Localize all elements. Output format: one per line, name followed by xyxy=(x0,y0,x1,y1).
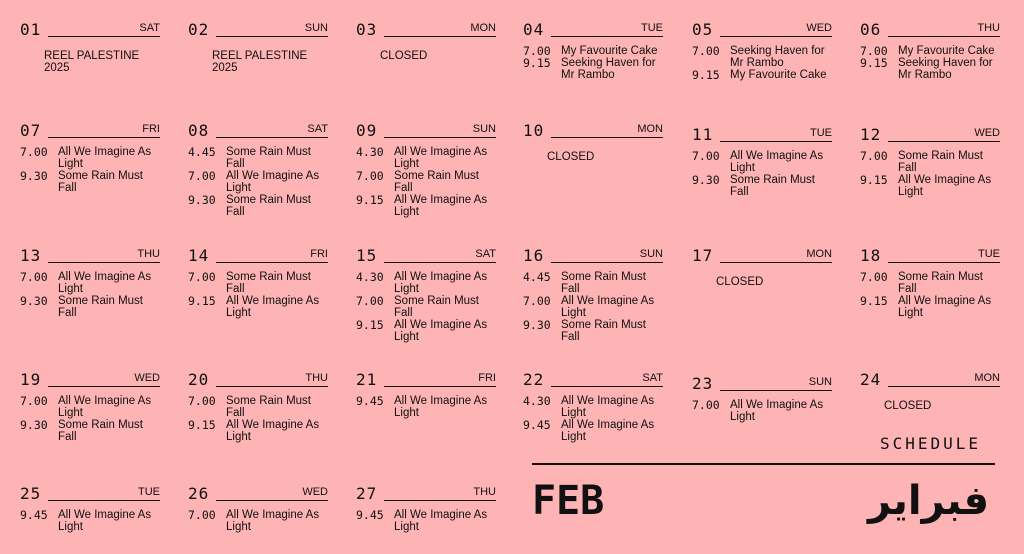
screening-time: 7.00 xyxy=(20,394,48,408)
screening-list xyxy=(188,146,328,218)
screening-list xyxy=(356,395,496,419)
weekday-label: TUE xyxy=(978,248,1000,260)
screening-time: 7.00 xyxy=(692,149,720,163)
day-header xyxy=(692,374,832,396)
day-number: 15 xyxy=(356,246,378,265)
weekday-label: THU xyxy=(977,22,1000,34)
month-title-arabic: فبراير xyxy=(868,478,990,524)
screening xyxy=(20,419,160,443)
screening-time: 9.30 xyxy=(523,318,551,332)
screening-list xyxy=(20,146,160,194)
weekday-label: SUN xyxy=(808,376,832,388)
screening xyxy=(356,295,496,319)
day-header xyxy=(356,370,496,392)
day-header xyxy=(692,246,832,268)
weekday-label: SUN xyxy=(472,123,496,135)
screening-list xyxy=(188,509,328,533)
day-rule xyxy=(720,262,832,263)
day-header xyxy=(188,20,328,42)
day-number: 17 xyxy=(692,246,714,265)
day-rule xyxy=(888,386,1000,387)
day-header xyxy=(20,121,160,143)
screening xyxy=(188,295,328,319)
screening-list xyxy=(188,395,328,443)
screening-time: 7.00 xyxy=(188,270,216,284)
day-rule xyxy=(384,386,496,387)
weekday-label: SAT xyxy=(307,123,328,135)
day-number: 23 xyxy=(692,374,714,393)
screening-time: 9.30 xyxy=(20,294,48,308)
day-number: 01 xyxy=(20,20,42,39)
film-title: All We Imagine As Light xyxy=(394,146,488,170)
screening-time: 4.30 xyxy=(356,145,384,159)
screening-time: 7.00 xyxy=(860,270,888,284)
calendar-day xyxy=(523,121,663,163)
weekday-label: WED xyxy=(302,486,328,498)
day-rule xyxy=(216,137,328,138)
film-title: Some Rain Must Fall xyxy=(561,271,647,295)
screening-time: 4.30 xyxy=(523,394,551,408)
screening xyxy=(692,174,832,198)
weekday-label: SAT xyxy=(642,372,663,384)
weekday-label: FRI xyxy=(142,123,160,135)
screening xyxy=(356,509,496,533)
film-title: All We Imagine As Light xyxy=(58,395,152,419)
day-rule xyxy=(551,262,663,263)
screening xyxy=(523,319,663,343)
footer-divider xyxy=(532,463,995,465)
film-title: All We Imagine As Light xyxy=(394,194,488,218)
day-number: 19 xyxy=(20,370,42,389)
screening xyxy=(20,509,160,533)
weekday-label: FRI xyxy=(310,248,328,260)
day-number: 14 xyxy=(188,246,210,265)
day-header xyxy=(860,20,1000,42)
day-rule xyxy=(384,500,496,501)
screening-time: 9.15 xyxy=(860,173,888,187)
day-number: 03 xyxy=(356,20,378,39)
day-rule xyxy=(48,36,160,37)
screening-time: 7.00 xyxy=(860,149,888,163)
day-number: 08 xyxy=(188,121,210,140)
film-title: Some Rain Must Fall xyxy=(394,295,480,319)
day-number: 16 xyxy=(523,246,545,265)
screening-time: 9.15 xyxy=(356,193,384,207)
screening xyxy=(523,395,663,419)
film-title: Some Rain Must Fall xyxy=(730,174,816,198)
film-title: All We Imagine As Light xyxy=(730,399,824,423)
day-header xyxy=(523,20,663,42)
day-number: 22 xyxy=(523,370,545,389)
calendar-day xyxy=(356,246,496,343)
screening-time: 7.00 xyxy=(692,398,720,412)
schedule-label: SCHEDULE xyxy=(880,434,982,453)
day-rule xyxy=(48,137,160,138)
screening-time: 7.00 xyxy=(356,169,384,183)
calendar-day xyxy=(523,370,663,443)
day-number: 05 xyxy=(692,20,714,39)
weekday-label: SAT xyxy=(139,22,160,34)
screening-time: 4.45 xyxy=(523,270,551,284)
screening xyxy=(188,395,328,419)
screening-list xyxy=(356,509,496,533)
day-rule xyxy=(888,141,1000,142)
day-header xyxy=(356,121,496,143)
screening-list xyxy=(356,271,496,343)
calendar-day xyxy=(860,20,1000,81)
screening-time: 7.00 xyxy=(692,44,720,58)
day-header xyxy=(188,121,328,143)
screening-time: 7.00 xyxy=(523,44,551,58)
day-note: REEL PALESTINE 2025 xyxy=(212,50,308,74)
film-title: My Favourite Cake xyxy=(561,45,658,57)
day-number: 20 xyxy=(188,370,210,389)
day-note: CLOSED xyxy=(547,151,595,163)
screening-list xyxy=(20,395,160,443)
weekday-label: WED xyxy=(134,372,160,384)
screening xyxy=(188,146,328,170)
calendar-day xyxy=(20,121,160,194)
calendar-day xyxy=(188,370,328,443)
weekday-label: SAT xyxy=(475,248,496,260)
screening-time: 7.00 xyxy=(356,294,384,308)
weekday-label: THU xyxy=(305,372,328,384)
film-title: All We Imagine As Light xyxy=(226,509,320,533)
day-header xyxy=(356,484,496,506)
screening-time: 9.45 xyxy=(356,394,384,408)
calendar-day xyxy=(20,20,160,74)
screening-time: 9.45 xyxy=(523,418,551,432)
day-note: REEL PALESTINE 2025 xyxy=(44,50,140,74)
day-rule xyxy=(216,36,328,37)
screening xyxy=(356,271,496,295)
screening-list xyxy=(523,395,663,443)
day-number: 10 xyxy=(523,121,545,140)
day-header xyxy=(188,370,328,392)
day-number: 27 xyxy=(356,484,378,503)
weekday-label: MON xyxy=(974,372,1000,384)
film-title: All We Imagine As Light xyxy=(394,319,488,343)
calendar-day xyxy=(523,246,663,343)
film-title: All We Imagine As Light xyxy=(394,509,488,533)
month-title-english: FEB xyxy=(532,478,605,524)
screening-time: 4.30 xyxy=(356,270,384,284)
screening xyxy=(20,271,160,295)
film-title: All We Imagine As Light xyxy=(394,271,488,295)
screening xyxy=(692,69,832,81)
day-number: 21 xyxy=(356,370,378,389)
weekday-label: TUE xyxy=(810,127,832,139)
weekday-label: TUE xyxy=(641,22,663,34)
screening xyxy=(20,146,160,170)
day-rule xyxy=(384,36,496,37)
calendar-day xyxy=(20,246,160,319)
screening-list xyxy=(523,45,663,81)
day-number: 02 xyxy=(188,20,210,39)
calendar-day xyxy=(20,484,160,533)
day-header xyxy=(356,246,496,268)
calendar-day xyxy=(188,20,328,74)
screening-time: 9.15 xyxy=(523,56,551,70)
day-header xyxy=(188,484,328,506)
day-header xyxy=(20,484,160,506)
day-header xyxy=(356,20,496,42)
day-header xyxy=(860,370,1000,392)
day-note: CLOSED xyxy=(380,50,428,62)
film-title: All We Imagine As Light xyxy=(394,395,488,419)
screening-time: 7.00 xyxy=(523,294,551,308)
screening-time: 9.15 xyxy=(860,56,888,70)
screening-time: 9.30 xyxy=(20,169,48,183)
weekday-label: THU xyxy=(137,248,160,260)
screening-time: 7.00 xyxy=(20,145,48,159)
day-header xyxy=(188,246,328,268)
screening xyxy=(860,271,1000,295)
screening-time: 9.15 xyxy=(188,418,216,432)
screening-time: 7.00 xyxy=(20,270,48,284)
weekday-label: WED xyxy=(974,127,1000,139)
film-title: All We Imagine As Light xyxy=(226,419,320,443)
day-rule xyxy=(216,500,328,501)
film-title: Some Rain Must Fall xyxy=(898,150,984,174)
film-title: Some Rain Must Fall xyxy=(58,419,144,443)
screening-time: 9.30 xyxy=(20,418,48,432)
screening-list xyxy=(20,271,160,319)
screening-time: 4.45 xyxy=(188,145,216,159)
day-header xyxy=(860,246,1000,268)
film-title: Some Rain Must Fall xyxy=(226,395,312,419)
film-title: My Favourite Cake xyxy=(730,69,827,81)
weekday-label: MON xyxy=(470,22,496,34)
day-header xyxy=(523,121,663,143)
screening-time: 9.15 xyxy=(356,318,384,332)
film-title: Some Rain Must Fall xyxy=(226,146,312,170)
screening-list xyxy=(860,271,1000,319)
screening xyxy=(523,271,663,295)
day-header xyxy=(860,125,1000,147)
weekday-label: FRI xyxy=(478,372,496,384)
calendar-day xyxy=(356,121,496,218)
screening-time: 9.15 xyxy=(860,294,888,308)
film-title: All We Imagine As Light xyxy=(561,295,655,319)
weekday-label: MON xyxy=(637,123,663,135)
screening-time: 7.00 xyxy=(188,169,216,183)
screening-list xyxy=(188,271,328,319)
screening xyxy=(860,174,1000,198)
film-title: All We Imagine As Light xyxy=(561,419,655,443)
day-header xyxy=(692,125,832,147)
film-title: All We Imagine As Light xyxy=(898,295,992,319)
calendar-day xyxy=(860,125,1000,198)
screening-list xyxy=(356,146,496,218)
calendar-day xyxy=(188,121,328,218)
day-rule xyxy=(888,262,1000,263)
screening-time: 7.00 xyxy=(188,394,216,408)
screening-time: 9.45 xyxy=(20,508,48,522)
screening-list xyxy=(860,150,1000,198)
film-title: All We Imagine As Light xyxy=(226,295,320,319)
day-rule xyxy=(216,386,328,387)
calendar-day xyxy=(860,246,1000,319)
screening xyxy=(188,194,328,218)
screening xyxy=(188,271,328,295)
day-number: 13 xyxy=(20,246,42,265)
day-header xyxy=(523,370,663,392)
day-number: 07 xyxy=(20,121,42,140)
film-title: All We Imagine As Light xyxy=(730,150,824,174)
screening-list xyxy=(523,271,663,343)
day-header xyxy=(20,246,160,268)
day-note: CLOSED xyxy=(716,276,764,288)
film-title: Seeking Haven for Mr Rambo xyxy=(898,57,993,81)
weekday-label: SUN xyxy=(639,248,663,260)
screening-list xyxy=(692,45,832,81)
film-title: My Favourite Cake xyxy=(898,45,995,57)
screening xyxy=(692,399,832,423)
day-number: 09 xyxy=(356,121,378,140)
calendar-day xyxy=(692,246,832,288)
calendar-day xyxy=(523,20,663,81)
day-rule xyxy=(48,262,160,263)
film-title: Some Rain Must Fall xyxy=(226,271,312,295)
screening xyxy=(523,57,663,81)
day-number: 06 xyxy=(860,20,882,39)
weekday-label: THU xyxy=(473,486,496,498)
film-title: Some Rain Must Fall xyxy=(561,319,647,343)
weekday-label: SUN xyxy=(304,22,328,34)
day-header xyxy=(20,370,160,392)
film-title: All We Imagine As Light xyxy=(58,509,152,533)
screening-time: 7.00 xyxy=(188,508,216,522)
day-rule xyxy=(384,262,496,263)
calendar-day xyxy=(188,484,328,533)
day-number: 18 xyxy=(860,246,882,265)
screening xyxy=(692,45,832,69)
film-title: Some Rain Must Fall xyxy=(58,295,144,319)
film-title: Seeking Haven for Mr Rambo xyxy=(561,57,656,81)
day-note: CLOSED xyxy=(884,400,932,412)
screening-time: 9.15 xyxy=(188,294,216,308)
day-number: 24 xyxy=(860,370,882,389)
screening xyxy=(860,295,1000,319)
calendar-day xyxy=(20,370,160,443)
screening-list xyxy=(692,150,832,198)
film-title: Some Rain Must Fall xyxy=(226,194,312,218)
screening-time: 9.30 xyxy=(692,173,720,187)
screening-time: 9.15 xyxy=(692,68,720,82)
screening xyxy=(356,194,496,218)
screening xyxy=(356,319,496,343)
weekday-label: WED xyxy=(806,22,832,34)
day-number: 11 xyxy=(692,125,714,144)
calendar-day xyxy=(188,246,328,319)
day-rule xyxy=(720,390,832,391)
film-title: Seeking Haven for Mr Rambo xyxy=(730,45,825,69)
screening-time: 9.30 xyxy=(188,193,216,207)
screening-time: 7.00 xyxy=(860,44,888,58)
screening xyxy=(188,170,328,194)
calendar-day xyxy=(356,370,496,419)
day-rule xyxy=(216,262,328,263)
screening xyxy=(356,146,496,170)
day-rule xyxy=(551,137,663,138)
screening xyxy=(523,419,663,443)
screening xyxy=(860,150,1000,174)
film-title: All We Imagine As Light xyxy=(898,174,992,198)
screening-list xyxy=(20,509,160,533)
day-rule xyxy=(48,386,160,387)
calendar-day xyxy=(692,125,832,198)
screening xyxy=(20,395,160,419)
day-rule xyxy=(720,141,832,142)
calendar-day xyxy=(860,370,1000,412)
screening xyxy=(860,57,1000,81)
screening xyxy=(188,509,328,533)
day-header xyxy=(523,246,663,268)
screening xyxy=(692,150,832,174)
film-title: All We Imagine As Light xyxy=(226,170,320,194)
screening xyxy=(20,295,160,319)
film-title: All We Imagine As Light xyxy=(58,271,152,295)
day-header xyxy=(692,20,832,42)
day-number: 25 xyxy=(20,484,42,503)
day-rule xyxy=(551,36,663,37)
day-rule xyxy=(888,36,1000,37)
screening-list xyxy=(692,399,832,423)
screening xyxy=(20,170,160,194)
film-title: Some Rain Must Fall xyxy=(898,271,984,295)
screening-list xyxy=(860,45,1000,81)
calendar-day xyxy=(356,20,496,62)
day-number: 26 xyxy=(188,484,210,503)
day-number: 04 xyxy=(523,20,545,39)
day-header xyxy=(20,20,160,42)
screening xyxy=(356,395,496,419)
day-rule xyxy=(720,36,832,37)
day-number: 12 xyxy=(860,125,882,144)
calendar-day xyxy=(692,374,832,423)
film-title: All We Imagine As Light xyxy=(561,395,655,419)
day-rule xyxy=(384,137,496,138)
film-title: All We Imagine As Light xyxy=(58,146,152,170)
film-title: Some Rain Must Fall xyxy=(58,170,144,194)
calendar-day xyxy=(356,484,496,533)
weekday-label: TUE xyxy=(138,486,160,498)
screening xyxy=(356,170,496,194)
weekday-label: MON xyxy=(806,248,832,260)
film-title: Some Rain Must Fall xyxy=(394,170,480,194)
day-rule xyxy=(551,386,663,387)
screening xyxy=(188,419,328,443)
calendar-day xyxy=(692,20,832,82)
day-rule xyxy=(48,500,160,501)
screening xyxy=(523,295,663,319)
screening-time: 9.45 xyxy=(356,508,384,522)
